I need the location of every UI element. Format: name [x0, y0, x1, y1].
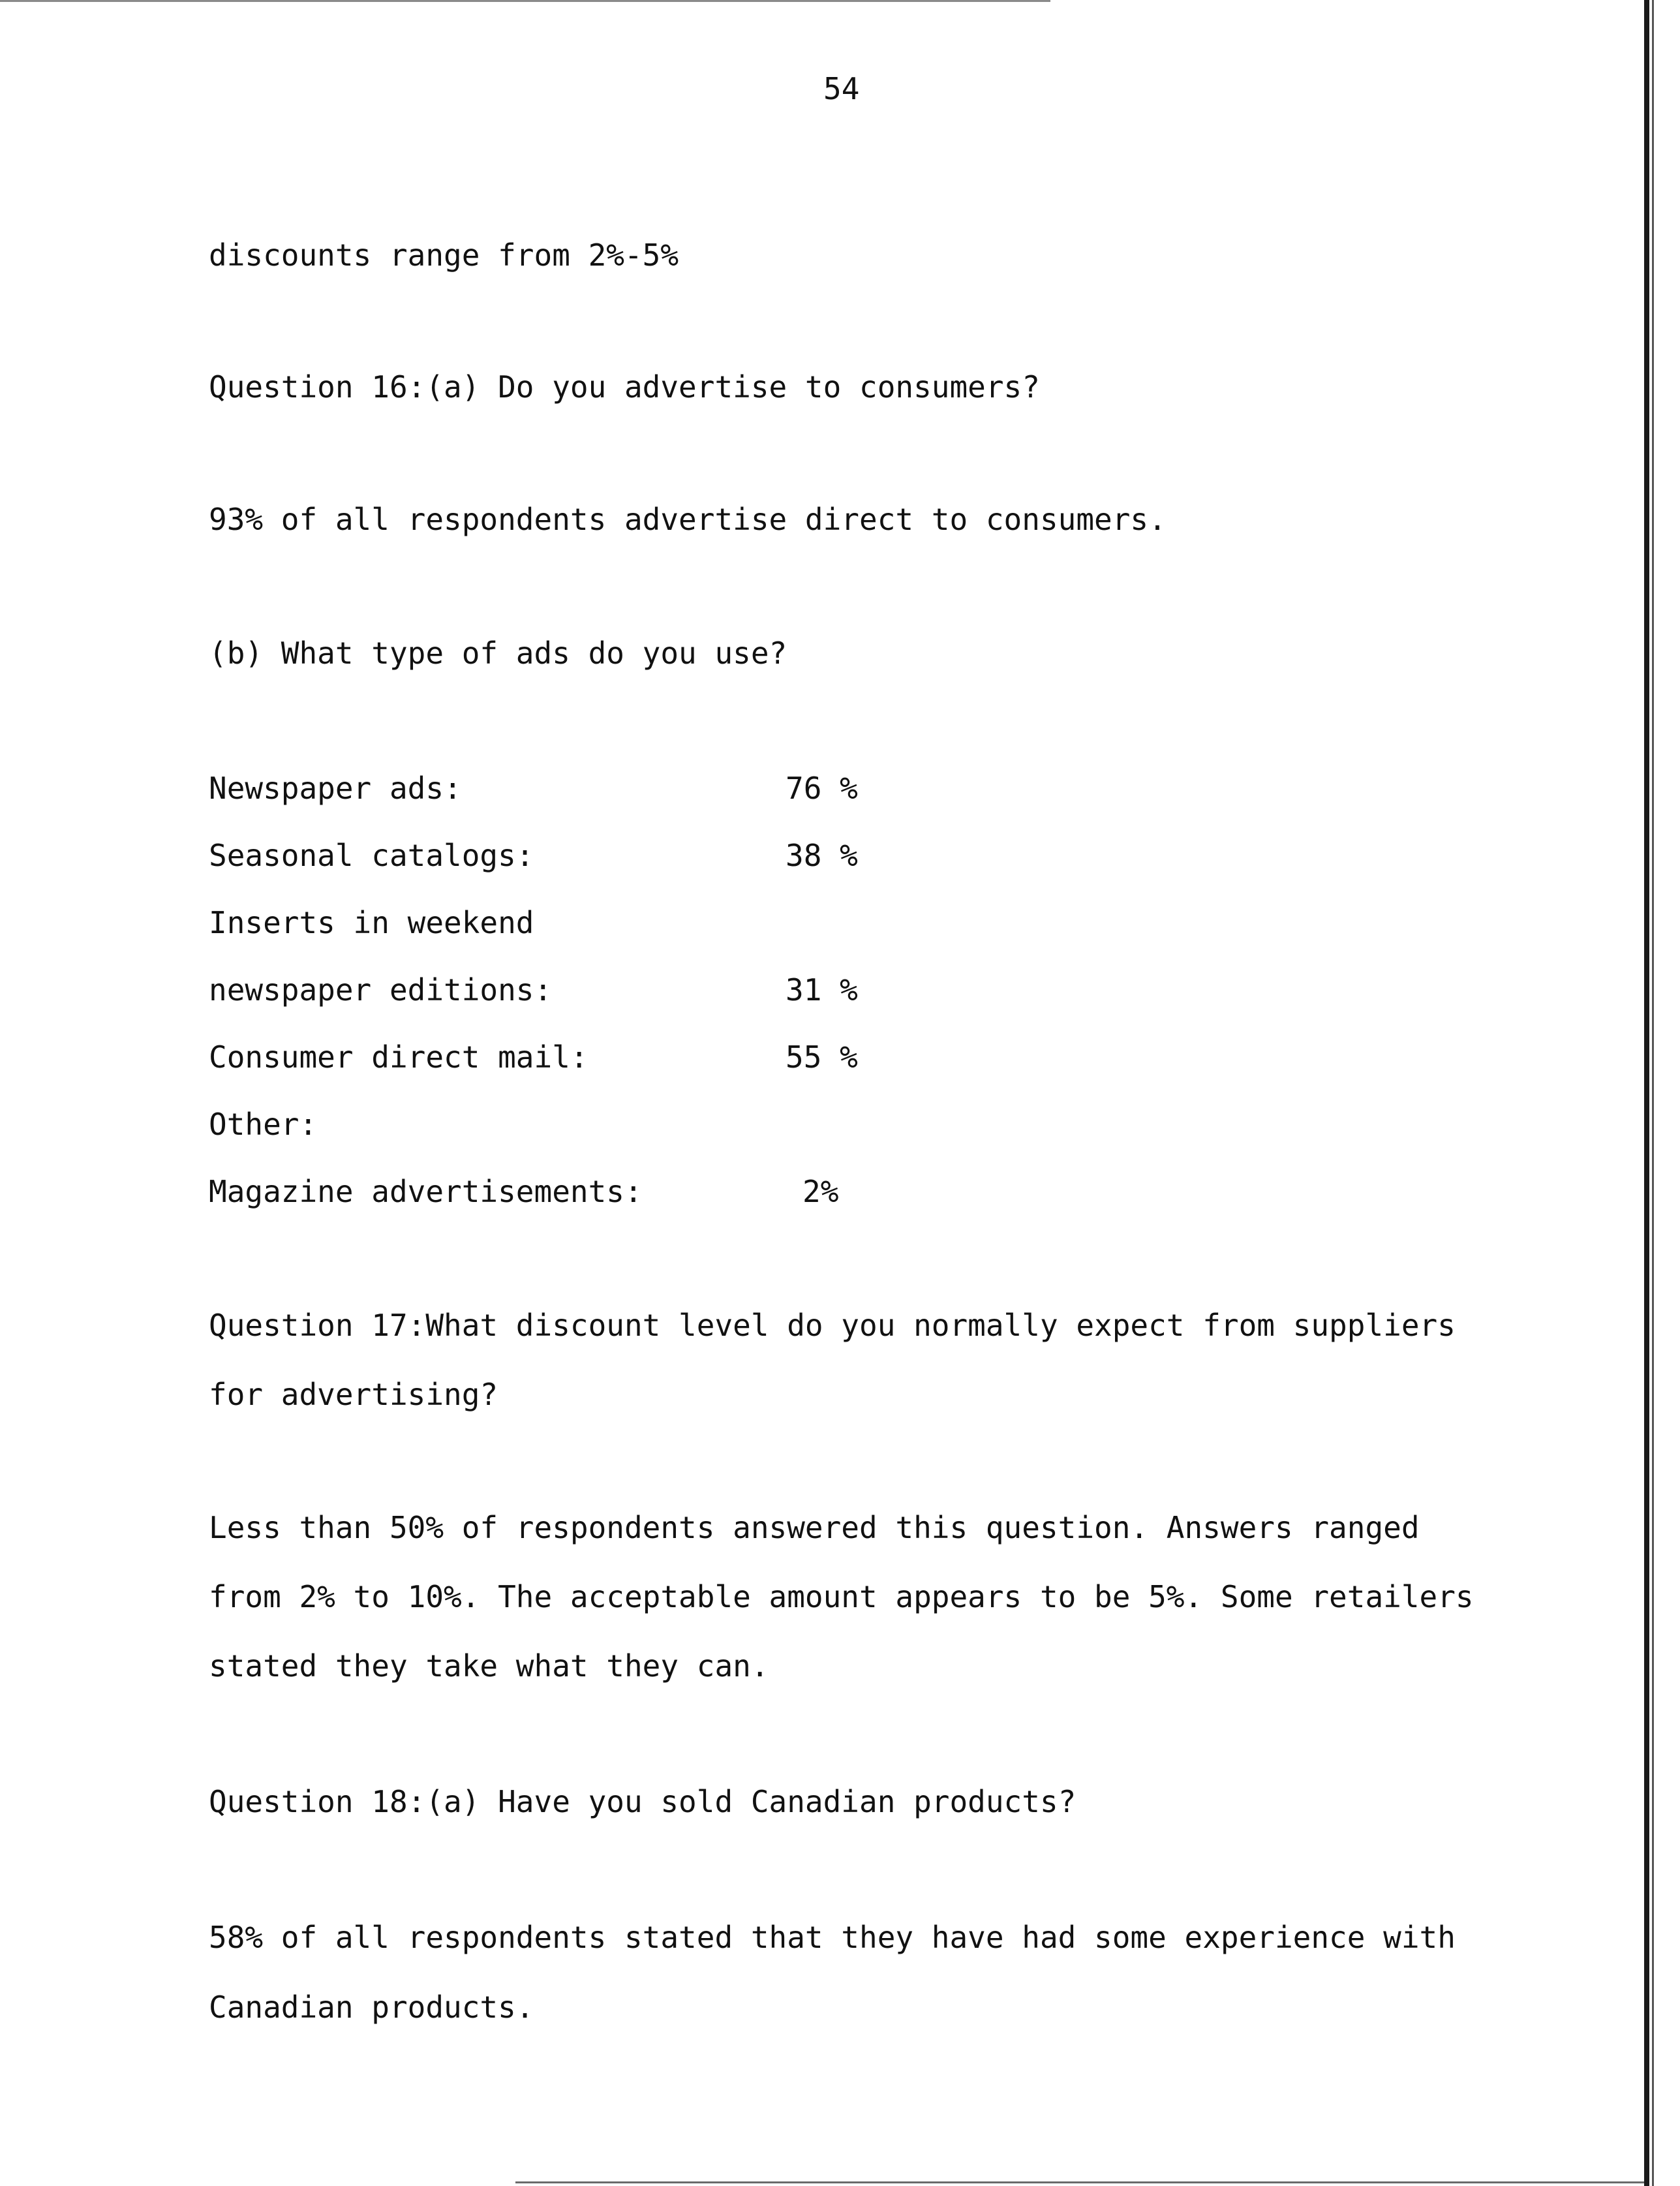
ad-type-label: Inserts in weekend: [209, 905, 534, 940]
ad-type-value: 38 %: [786, 838, 858, 873]
ad-type-label: Newspaper ads:: [209, 771, 462, 806]
ad-type-label: Other:: [209, 1107, 318, 1142]
ad-type-row: [209, 1173, 926, 1210]
question-16a-answer: 93% of all respondents advertise direct to consumers.: [209, 502, 1167, 537]
ad-type-label: Magazine advertisements:: [209, 1174, 643, 1209]
question-18a-answer-line-1: 58% of all respondents stated that they have had some experience with: [209, 1920, 1456, 1955]
scan-edge-right-inner: [1652, 0, 1654, 2186]
ad-type-row: [209, 770, 926, 807]
scan-edge-top: [0, 0, 1050, 2]
question-17-line-1: Question 17:What discount level do you normally expect from suppliers: [209, 1308, 1456, 1343]
ad-type-value: 55 %: [786, 1039, 858, 1075]
question-16a: Question 16:(a) Do you advertise to consumers?: [209, 369, 1040, 405]
ad-type-label: newspaper editions:: [209, 972, 553, 1008]
question-17-answer-line-1: Less than 50% of respondents answered this question. Answers ranged: [209, 1510, 1420, 1545]
ad-type-label: Seasonal catalogs:: [209, 838, 534, 873]
question-18a: Question 18:(a) Have you sold Canadian products?: [209, 1784, 1077, 1819]
question-16b: (b) What type of ads do you use?: [209, 636, 787, 671]
scan-edge-right: [1644, 0, 1649, 2186]
ad-type-value: 31 %: [786, 972, 858, 1008]
page-number: 54: [823, 71, 860, 106]
ad-type-value: 76 %: [786, 771, 858, 806]
ad-type-row: [209, 904, 926, 941]
question-18a-answer-line-2: Canadian products.: [209, 1990, 534, 2025]
scan-edge-bottom: [515, 2181, 1644, 2183]
question-17-line-2: for advertising?: [209, 1377, 498, 1412]
question-17-answer-line-3: stated they take what they can.: [209, 1648, 769, 1684]
ad-type-row: [209, 837, 926, 874]
ad-type-row: [209, 1106, 926, 1143]
discounts-range-text: discounts range from 2%-5%: [209, 238, 679, 273]
ad-type-row: [209, 1039, 926, 1075]
ad-type-value: 2%: [802, 1174, 839, 1209]
ad-type-row: [209, 972, 926, 1008]
question-17-answer-line-2: from 2% to 10%. The acceptable amount appears to be 5%. Some retailers: [209, 1579, 1474, 1614]
ad-type-label: Consumer direct mail:: [209, 1039, 588, 1075]
